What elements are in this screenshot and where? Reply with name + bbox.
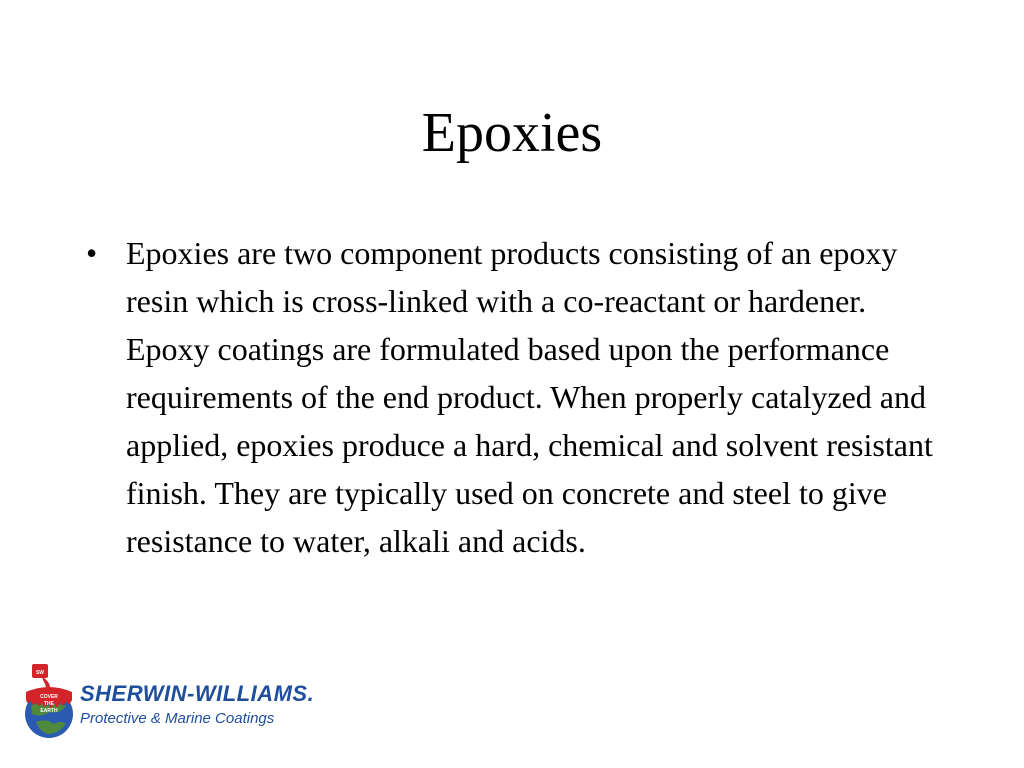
sherwin-williams-logo — [12, 660, 315, 746]
svg-text:THE: THE — [44, 701, 54, 707]
slide-title: Epoxies — [421, 102, 603, 164]
bullet-text: Epoxies are two component products consisting of an epoxy resin which is cross-linked with a co-reactant or hardener. Epoxy coatings are formulated based upon the performance requirements of the end product. When properly catalyzed and applied, epoxies produce a hard, chemical and solvent resistant finish. They are typically used on concrete and steel to give resistance to water, alkali and acids. — [126, 235, 933, 559]
svg-text:EARTH: EARTH — [40, 708, 58, 714]
svg-text:COVER: COVER — [40, 694, 58, 700]
svg-text:SW: SW — [35, 670, 45, 676]
bullet-list — [86, 229, 946, 565]
logo-brand-name: SHERWIN-WILLIAMS. — [80, 681, 315, 706]
bullet-item — [86, 229, 946, 565]
bullet-marker: • — [86, 235, 98, 271]
logo-subtitle: Protective & Marine Coatings — [80, 710, 275, 727]
cover-the-earth-emblem-icon — [20, 662, 78, 744]
